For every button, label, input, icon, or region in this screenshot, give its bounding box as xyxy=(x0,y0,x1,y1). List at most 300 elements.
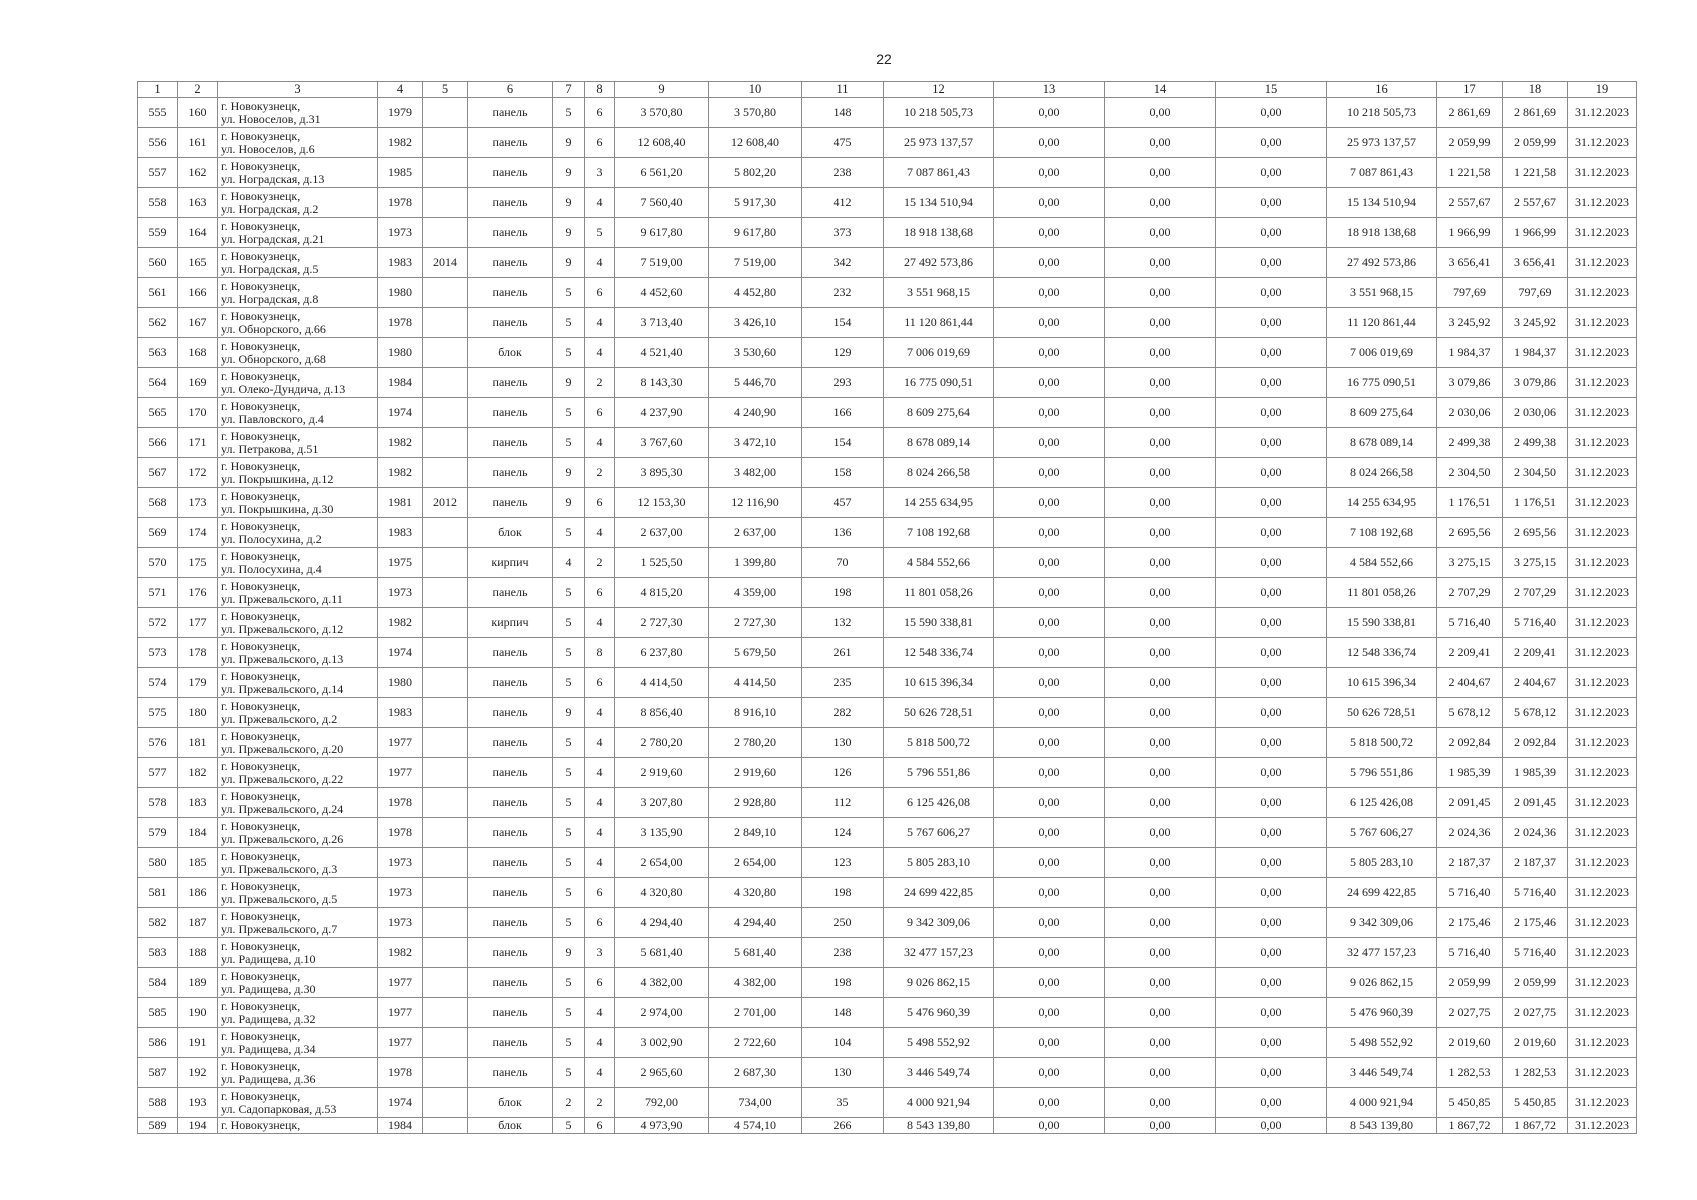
address-street: ул. Пржевальского, д.24 xyxy=(221,801,344,816)
cell-col-4: 1973 xyxy=(378,578,423,608)
cell-col-4: 1973 xyxy=(378,878,423,908)
cell-col-10: 3 426,10 xyxy=(709,308,802,338)
column-header-3: 3 xyxy=(218,82,378,98)
cell-col-12: 5 476 960,39 xyxy=(884,998,994,1028)
cell-col-4: 1978 xyxy=(378,818,423,848)
cell-col-12: 18 918 138,68 xyxy=(884,218,994,248)
cell-col-12: 10 218 505,73 xyxy=(884,98,994,128)
cell-col-9: 4 973,90 xyxy=(615,1118,709,1134)
cell-col-6: панель xyxy=(468,788,553,818)
column-header-12: 12 xyxy=(884,82,994,98)
address-street: ул. Обнорского, д.66 xyxy=(221,321,326,336)
cell-col-8: 5 xyxy=(585,218,615,248)
cell-col-5 xyxy=(423,428,468,458)
cell-col-15: 0,00 xyxy=(1216,668,1327,698)
cell-col-11: 35 xyxy=(802,1088,884,1118)
cell-col-8: 6 xyxy=(585,578,615,608)
address-street: ул. Радищева, д.30 xyxy=(221,981,316,996)
column-header-16: 16 xyxy=(1327,82,1437,98)
address-street: ул. Радищева, д.10 xyxy=(221,951,316,966)
cell-col-17: 2 175,46 xyxy=(1437,908,1503,938)
cell-col-8: 2 xyxy=(585,368,615,398)
cell-col-4: 1979 xyxy=(378,98,423,128)
cell-col-10: 734,00 xyxy=(709,1088,802,1118)
cell-col-12: 11 120 861,44 xyxy=(884,308,994,338)
cell-col-17: 2 091,45 xyxy=(1437,788,1503,818)
cell-col-17: 2 404,67 xyxy=(1437,668,1503,698)
cell-col-1: 571 xyxy=(138,578,178,608)
cell-col-1: 576 xyxy=(138,728,178,758)
cell-col-18: 5 450,85 xyxy=(1503,1088,1568,1118)
cell-col-11: 235 xyxy=(802,668,884,698)
table-row xyxy=(138,1028,1637,1058)
cell-col-15: 0,00 xyxy=(1216,518,1327,548)
cell-col-17: 1 176,51 xyxy=(1437,488,1503,518)
cell-col-10: 2 919,60 xyxy=(709,758,802,788)
cell-col-9: 2 965,60 xyxy=(615,1058,709,1088)
cell-col-4: 1982 xyxy=(378,458,423,488)
cell-col-6: панель xyxy=(468,458,553,488)
cell-col-19: 31.12.2023 xyxy=(1568,218,1637,248)
cell-col-6: панель xyxy=(468,758,553,788)
address-cell xyxy=(218,1118,378,1134)
cell-col-12: 7 087 861,43 xyxy=(884,158,994,188)
cell-col-14: 0,00 xyxy=(1105,428,1216,458)
address-street: ул. Новоселов, д.6 xyxy=(221,141,315,156)
cell-col-1: 585 xyxy=(138,998,178,1028)
cell-col-18: 2 019,60 xyxy=(1503,1028,1568,1058)
cell-col-4: 1978 xyxy=(378,188,423,218)
cell-col-17: 2 304,50 xyxy=(1437,458,1503,488)
table-row xyxy=(138,1058,1637,1088)
cell-col-8: 6 xyxy=(585,908,615,938)
cell-col-8: 4 xyxy=(585,728,615,758)
cell-col-10: 3 570,80 xyxy=(709,98,802,128)
cell-col-7: 2 xyxy=(553,1088,585,1118)
cell-col-16: 10 615 396,34 xyxy=(1327,668,1437,698)
cell-col-12: 10 615 396,34 xyxy=(884,668,994,698)
cell-col-5 xyxy=(423,638,468,668)
cell-col-8: 2 xyxy=(585,458,615,488)
address-cell xyxy=(218,848,378,878)
cell-col-13: 0,00 xyxy=(994,428,1105,458)
address-city: г. Новокузнецк, xyxy=(221,158,301,173)
cell-col-2: 173 xyxy=(178,488,218,518)
cell-col-6: панель xyxy=(468,128,553,158)
cell-col-9: 2 654,00 xyxy=(615,848,709,878)
cell-col-10: 2 722,60 xyxy=(709,1028,802,1058)
cell-col-13: 0,00 xyxy=(994,1058,1105,1088)
cell-col-1: 570 xyxy=(138,548,178,578)
cell-col-15: 0,00 xyxy=(1216,908,1327,938)
cell-col-16: 4 584 552,66 xyxy=(1327,548,1437,578)
cell-col-15: 0,00 xyxy=(1216,578,1327,608)
column-header-6: 6 xyxy=(468,82,553,98)
cell-col-6: панель xyxy=(468,728,553,758)
cell-col-15: 0,00 xyxy=(1216,128,1327,158)
cell-col-1: 587 xyxy=(138,1058,178,1088)
cell-col-16: 5 818 500,72 xyxy=(1327,728,1437,758)
cell-col-13: 0,00 xyxy=(994,308,1105,338)
cell-col-9: 8 143,30 xyxy=(615,368,709,398)
cell-col-9: 12 153,30 xyxy=(615,488,709,518)
cell-col-4: 1980 xyxy=(378,338,423,368)
cell-col-11: 373 xyxy=(802,218,884,248)
cell-col-11: 124 xyxy=(802,818,884,848)
cell-col-15: 0,00 xyxy=(1216,998,1327,1028)
cell-col-16: 5 476 960,39 xyxy=(1327,998,1437,1028)
cell-col-18: 2 707,29 xyxy=(1503,578,1568,608)
address-cell xyxy=(218,428,378,458)
cell-col-12: 5 805 283,10 xyxy=(884,848,994,878)
cell-col-19: 31.12.2023 xyxy=(1568,638,1637,668)
cell-col-2: 179 xyxy=(178,668,218,698)
cell-col-10: 4 452,80 xyxy=(709,278,802,308)
cell-col-6: блок xyxy=(468,1118,553,1134)
cell-col-16: 27 492 573,86 xyxy=(1327,248,1437,278)
cell-col-8: 4 xyxy=(585,788,615,818)
cell-col-1: 569 xyxy=(138,518,178,548)
cell-col-6: панель xyxy=(468,218,553,248)
cell-col-13: 0,00 xyxy=(994,488,1105,518)
cell-col-14: 0,00 xyxy=(1105,938,1216,968)
cell-col-10: 3 530,60 xyxy=(709,338,802,368)
cell-col-19: 31.12.2023 xyxy=(1568,128,1637,158)
address-cell xyxy=(218,158,378,188)
cell-col-1: 564 xyxy=(138,368,178,398)
cell-col-11: 232 xyxy=(802,278,884,308)
cell-col-5 xyxy=(423,728,468,758)
cell-col-15: 0,00 xyxy=(1216,218,1327,248)
address-cell xyxy=(218,608,378,638)
cell-col-11: 112 xyxy=(802,788,884,818)
cell-col-17: 2 695,56 xyxy=(1437,518,1503,548)
cell-col-18: 2 027,75 xyxy=(1503,998,1568,1028)
cell-col-9: 12 608,40 xyxy=(615,128,709,158)
cell-col-14: 0,00 xyxy=(1105,188,1216,218)
column-header-5: 5 xyxy=(423,82,468,98)
cell-col-16: 11 120 861,44 xyxy=(1327,308,1437,338)
cell-col-1: 581 xyxy=(138,878,178,908)
cell-col-19: 31.12.2023 xyxy=(1568,368,1637,398)
cell-col-2: 191 xyxy=(178,1028,218,1058)
cell-col-13: 0,00 xyxy=(994,248,1105,278)
address-street: ул. Пржевальского, д.26 xyxy=(221,831,344,846)
cell-col-10: 5 917,30 xyxy=(709,188,802,218)
cell-col-16: 5 805 283,10 xyxy=(1327,848,1437,878)
cell-col-12: 6 125 426,08 xyxy=(884,788,994,818)
cell-col-17: 5 716,40 xyxy=(1437,878,1503,908)
cell-col-9: 2 974,00 xyxy=(615,998,709,1028)
cell-col-5 xyxy=(423,458,468,488)
cell-col-16: 32 477 157,23 xyxy=(1327,938,1437,968)
cell-col-1: 563 xyxy=(138,338,178,368)
cell-col-11: 475 xyxy=(802,128,884,158)
cell-col-12: 4 000 921,94 xyxy=(884,1088,994,1118)
cell-col-17: 1 867,72 xyxy=(1437,1118,1503,1134)
cell-col-9: 4 521,40 xyxy=(615,338,709,368)
cell-col-8: 8 xyxy=(585,638,615,668)
cell-col-19: 31.12.2023 xyxy=(1568,98,1637,128)
cell-col-11: 154 xyxy=(802,428,884,458)
cell-col-10: 2 687,30 xyxy=(709,1058,802,1088)
cell-col-13: 0,00 xyxy=(994,728,1105,758)
cell-col-17: 2 187,37 xyxy=(1437,848,1503,878)
address-cell xyxy=(218,548,378,578)
cell-col-5 xyxy=(423,218,468,248)
cell-col-12: 24 699 422,85 xyxy=(884,878,994,908)
cell-col-16: 10 218 505,73 xyxy=(1327,98,1437,128)
cell-col-2: 169 xyxy=(178,368,218,398)
cell-col-4: 1984 xyxy=(378,1118,423,1134)
cell-col-15: 0,00 xyxy=(1216,698,1327,728)
cell-col-18: 1 984,37 xyxy=(1503,338,1568,368)
cell-col-11: 266 xyxy=(802,1118,884,1134)
cell-col-14: 0,00 xyxy=(1105,548,1216,578)
cell-col-9: 4 320,80 xyxy=(615,878,709,908)
cell-col-10: 2 701,00 xyxy=(709,998,802,1028)
column-header-17: 17 xyxy=(1437,82,1503,98)
cell-col-9: 5 681,40 xyxy=(615,938,709,968)
cell-col-5 xyxy=(423,608,468,638)
address-street: ул. Покрышкина, д.12 xyxy=(221,471,334,486)
cell-col-8: 4 xyxy=(585,818,615,848)
cell-col-18: 1 176,51 xyxy=(1503,488,1568,518)
cell-col-14: 0,00 xyxy=(1105,308,1216,338)
cell-col-2: 178 xyxy=(178,638,218,668)
cell-col-9: 3 713,40 xyxy=(615,308,709,338)
cell-col-18: 2 557,67 xyxy=(1503,188,1568,218)
address-cell xyxy=(218,758,378,788)
cell-col-2: 160 xyxy=(178,98,218,128)
cell-col-9: 6 237,80 xyxy=(615,638,709,668)
address-city: г. Новокузнецк, xyxy=(221,998,301,1013)
cell-col-4: 1977 xyxy=(378,968,423,998)
cell-col-17: 2 024,36 xyxy=(1437,818,1503,848)
cell-col-16: 8 609 275,64 xyxy=(1327,398,1437,428)
cell-col-7: 9 xyxy=(553,458,585,488)
table-row xyxy=(138,818,1637,848)
cell-col-13: 0,00 xyxy=(994,908,1105,938)
address-city: г. Новокузнецк, xyxy=(221,548,301,563)
address-cell xyxy=(218,488,378,518)
address-cell xyxy=(218,278,378,308)
cell-col-15: 0,00 xyxy=(1216,188,1327,218)
address-city: г. Новокузнецк, xyxy=(221,608,301,623)
cell-col-14: 0,00 xyxy=(1105,368,1216,398)
cell-col-1: 555 xyxy=(138,98,178,128)
cell-col-10: 2 780,20 xyxy=(709,728,802,758)
cell-col-8: 6 xyxy=(585,1118,615,1134)
cell-col-5 xyxy=(423,368,468,398)
column-header-1: 1 xyxy=(138,82,178,98)
cell-col-8: 6 xyxy=(585,488,615,518)
cell-col-4: 1974 xyxy=(378,1088,423,1118)
cell-col-14: 0,00 xyxy=(1105,818,1216,848)
table-row xyxy=(138,338,1637,368)
cell-col-5 xyxy=(423,878,468,908)
cell-col-15: 0,00 xyxy=(1216,1028,1327,1058)
cell-col-12: 5 767 606,27 xyxy=(884,818,994,848)
cell-col-9: 2 919,60 xyxy=(615,758,709,788)
cell-col-6: панель xyxy=(468,1028,553,1058)
cell-col-13: 0,00 xyxy=(994,218,1105,248)
table-row xyxy=(138,308,1637,338)
cell-col-7: 5 xyxy=(553,818,585,848)
cell-col-6: панель xyxy=(468,998,553,1028)
cell-col-8: 6 xyxy=(585,668,615,698)
address-city: г. Новокузнецк, xyxy=(221,668,301,683)
cell-col-2: 165 xyxy=(178,248,218,278)
address-street: ул. Олеко-Дундича, д.13 xyxy=(221,381,346,396)
address-street: ул. Пржевальского, д.20 xyxy=(221,741,344,756)
cell-col-16: 12 548 336,74 xyxy=(1327,638,1437,668)
cell-col-10: 8 916,10 xyxy=(709,698,802,728)
cell-col-14: 0,00 xyxy=(1105,848,1216,878)
cell-col-2: 187 xyxy=(178,908,218,938)
cell-col-16: 7 006 019,69 xyxy=(1327,338,1437,368)
address-street: ул. Ноградская, д.5 xyxy=(221,261,319,276)
cell-col-16: 9 026 862,15 xyxy=(1327,968,1437,998)
cell-col-6: панель xyxy=(468,908,553,938)
cell-col-8: 4 xyxy=(585,1058,615,1088)
address-city: г. Новокузнецк, xyxy=(221,758,301,773)
cell-col-9: 792,00 xyxy=(615,1088,709,1118)
cell-col-1: 566 xyxy=(138,428,178,458)
cell-col-17: 1 966,99 xyxy=(1437,218,1503,248)
cell-col-9: 3 135,90 xyxy=(615,818,709,848)
address-cell xyxy=(218,398,378,428)
table-row xyxy=(138,158,1637,188)
cell-col-1: 579 xyxy=(138,818,178,848)
cell-col-11: 148 xyxy=(802,998,884,1028)
address-cell xyxy=(218,728,378,758)
cell-col-9: 4 237,90 xyxy=(615,398,709,428)
cell-col-4: 1974 xyxy=(378,638,423,668)
cell-col-2: 166 xyxy=(178,278,218,308)
cell-col-16: 5 796 551,86 xyxy=(1327,758,1437,788)
cell-col-11: 198 xyxy=(802,968,884,998)
cell-col-16: 5 767 606,27 xyxy=(1327,818,1437,848)
cell-col-1: 578 xyxy=(138,788,178,818)
address-cell xyxy=(218,338,378,368)
cell-col-10: 12 116,90 xyxy=(709,488,802,518)
cell-col-18: 5 716,40 xyxy=(1503,938,1568,968)
address-street: ул. Пржевальского, д.12 xyxy=(221,621,344,636)
cell-col-7: 5 xyxy=(553,428,585,458)
address-street: ул. Новоселов, д.31 xyxy=(221,111,321,126)
cell-col-10: 7 519,00 xyxy=(709,248,802,278)
address-cell xyxy=(218,98,378,128)
cell-col-2: 168 xyxy=(178,338,218,368)
cell-col-14: 0,00 xyxy=(1105,128,1216,158)
cell-col-14: 0,00 xyxy=(1105,878,1216,908)
cell-col-1: 577 xyxy=(138,758,178,788)
cell-col-18: 2 209,41 xyxy=(1503,638,1568,668)
table-row xyxy=(138,758,1637,788)
cell-col-4: 1982 xyxy=(378,128,423,158)
cell-col-13: 0,00 xyxy=(994,158,1105,188)
cell-col-11: 166 xyxy=(802,398,884,428)
cell-col-10: 5 802,20 xyxy=(709,158,802,188)
cell-col-2: 172 xyxy=(178,458,218,488)
cell-col-13: 0,00 xyxy=(994,968,1105,998)
cell-col-1: 573 xyxy=(138,638,178,668)
cell-col-12: 9 342 309,06 xyxy=(884,908,994,938)
cell-col-4: 1982 xyxy=(378,428,423,458)
cell-col-12: 25 973 137,57 xyxy=(884,128,994,158)
cell-col-19: 31.12.2023 xyxy=(1568,278,1637,308)
table-row xyxy=(138,428,1637,458)
cell-col-7: 5 xyxy=(553,1058,585,1088)
cell-col-10: 9 617,80 xyxy=(709,218,802,248)
cell-col-5 xyxy=(423,818,468,848)
cell-col-9: 1 525,50 xyxy=(615,548,709,578)
address-cell xyxy=(218,578,378,608)
cell-col-4: 1983 xyxy=(378,248,423,278)
table-row xyxy=(138,518,1637,548)
cell-col-4: 1980 xyxy=(378,668,423,698)
cell-col-13: 0,00 xyxy=(994,788,1105,818)
cell-col-7: 5 xyxy=(553,998,585,1028)
address-city: г. Новокузнецк, xyxy=(221,728,301,743)
cell-col-11: 123 xyxy=(802,848,884,878)
cell-col-18: 2 404,67 xyxy=(1503,668,1568,698)
cell-col-17: 2 019,60 xyxy=(1437,1028,1503,1058)
cell-col-11: 130 xyxy=(802,1058,884,1088)
cell-col-14: 0,00 xyxy=(1105,788,1216,818)
cell-col-2: 170 xyxy=(178,398,218,428)
table-row xyxy=(138,248,1637,278)
cell-col-16: 3 551 968,15 xyxy=(1327,278,1437,308)
cell-col-7: 5 xyxy=(553,878,585,908)
cell-col-19: 31.12.2023 xyxy=(1568,488,1637,518)
cell-col-9: 2 637,00 xyxy=(615,518,709,548)
cell-col-1: 582 xyxy=(138,908,178,938)
cell-col-5 xyxy=(423,128,468,158)
address-cell xyxy=(218,248,378,278)
address-street: ул. Ноградская, д.2 xyxy=(221,201,319,216)
cell-col-16: 9 342 309,06 xyxy=(1327,908,1437,938)
cell-col-1: 557 xyxy=(138,158,178,188)
cell-col-14: 0,00 xyxy=(1105,458,1216,488)
cell-col-10: 12 608,40 xyxy=(709,128,802,158)
cell-col-2: 184 xyxy=(178,818,218,848)
cell-col-17: 1 282,53 xyxy=(1437,1058,1503,1088)
table-row xyxy=(138,368,1637,398)
table-row xyxy=(138,908,1637,938)
cell-col-6: панель xyxy=(468,578,553,608)
cell-col-7: 5 xyxy=(553,638,585,668)
cell-col-14: 0,00 xyxy=(1105,968,1216,998)
cell-col-5 xyxy=(423,158,468,188)
cell-col-16: 5 498 552,92 xyxy=(1327,1028,1437,1058)
cell-col-14: 0,00 xyxy=(1105,698,1216,728)
cell-col-13: 0,00 xyxy=(994,518,1105,548)
address-street: ул. Пржевальского, д.13 xyxy=(221,651,344,666)
cell-col-15: 0,00 xyxy=(1216,158,1327,188)
address-street: ул. Пржевальского, д.7 xyxy=(221,921,338,936)
cell-col-19: 31.12.2023 xyxy=(1568,1028,1637,1058)
address-city: г. Новокузнецк, xyxy=(221,698,301,713)
cell-col-4: 1983 xyxy=(378,518,423,548)
address-cell xyxy=(218,128,378,158)
cell-col-12: 15 134 510,94 xyxy=(884,188,994,218)
address-city: г. Новокузнецк, xyxy=(221,1088,301,1103)
table-row xyxy=(138,638,1637,668)
cell-col-16: 7 087 861,43 xyxy=(1327,158,1437,188)
cell-col-1: 568 xyxy=(138,488,178,518)
